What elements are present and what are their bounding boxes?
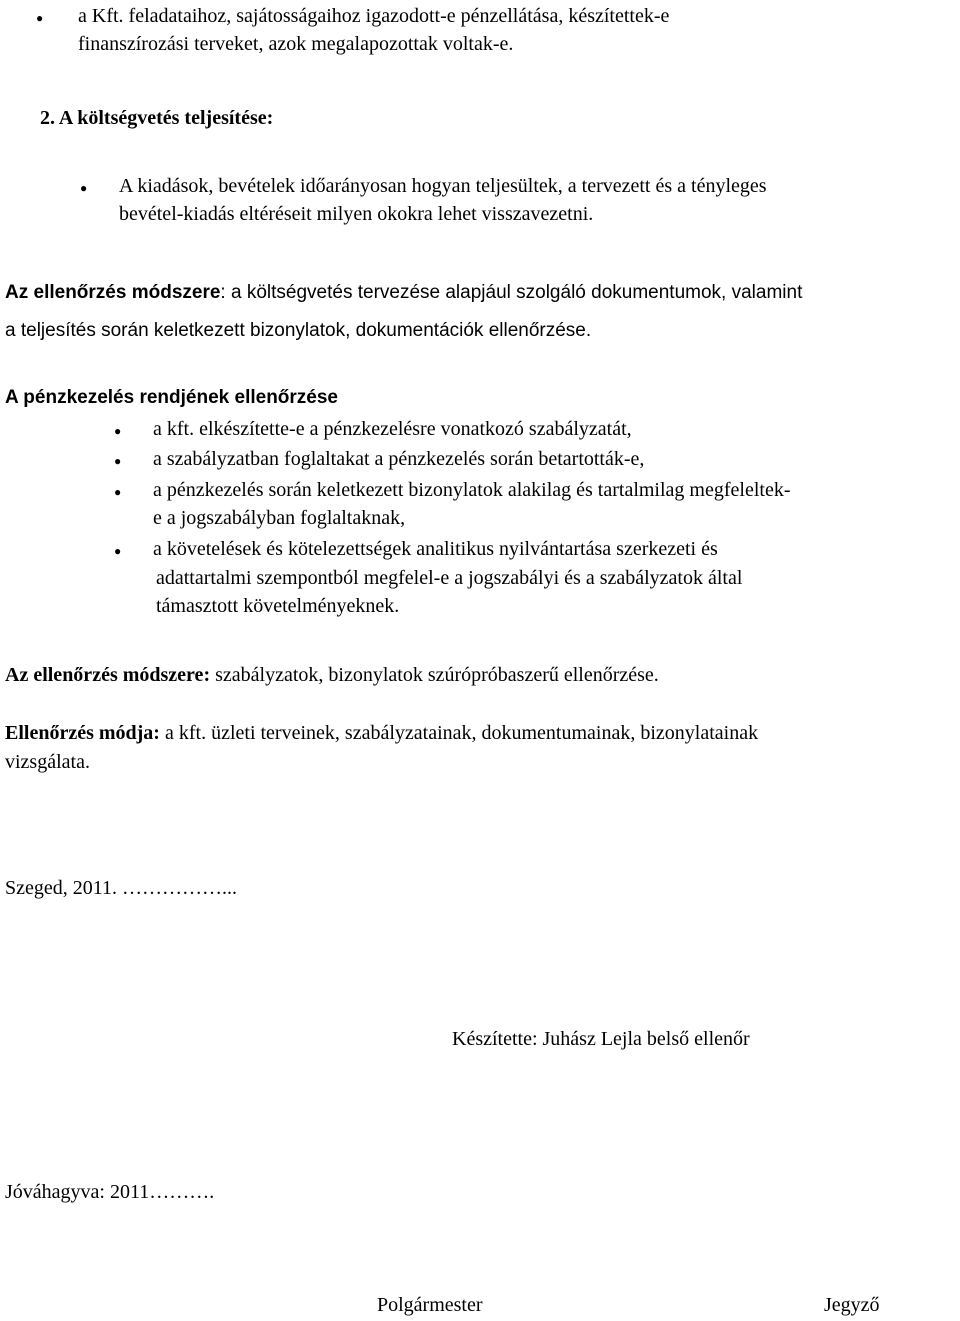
- method-text: szabályzatok, bizonylatok szúrópróbaszerű ellenőrzése.: [215, 664, 659, 686]
- method-paragraph: [5, 661, 659, 689]
- bullet-icon: ●: [114, 485, 122, 499]
- list-item: a kft. elkészítette-e a pénzkezelésre vonatkozó szabályzatát,: [153, 418, 632, 440]
- list-item-line: a Kft. feladataihoz, sajátosságaihoz igazodott-e pénzellátása, készítettek-e: [78, 5, 670, 27]
- list-item: a követelések és kötelezettségek analitikus nyilvántartása szerkezeti és: [153, 538, 718, 560]
- method-label: Az ellenőrzés módszere: [5, 282, 221, 303]
- list-item-line: A kiadások, bevételek időarányosan hogyan teljesültek, a tervezett és a tényleges: [119, 175, 767, 197]
- bullet-icon: ●: [114, 544, 122, 558]
- bullet-icon: ●: [80, 181, 88, 195]
- bullet-icon: ●: [36, 11, 44, 25]
- signature-mayor: Polgármester: [377, 1294, 483, 1316]
- list-item-line: bevétel-kiadás eltéréseit milyen okokra lehet visszavezetni.: [119, 203, 594, 225]
- mode-paragraph: [5, 719, 758, 747]
- approval-date: Jóváhagyva: 2011……….: [5, 1181, 215, 1203]
- bullet-icon: ●: [114, 454, 122, 468]
- list-item-continuation: e a jogszabályban foglaltaknak,: [153, 507, 406, 529]
- prepared-by: Készítette: Juhász Lejla belső ellenőr: [452, 1028, 750, 1050]
- list-item: a pénzkezelés során keletkezett bizonylatok alakilag és tartalmilag megfeleltek-: [153, 479, 791, 501]
- list-item-continuation: adattartalmi szempontból megfelel-e a jogszabályi és a szabályzatok által: [156, 567, 743, 589]
- list-item: a szabályzatban foglaltakat a pénzkezelés során betartották-e,: [153, 448, 645, 470]
- mode-text-line: vizsgálata.: [5, 751, 90, 773]
- method-paragraph: [5, 278, 802, 307]
- list-item-continuation: támasztott követelményeknek.: [156, 595, 400, 617]
- mode-label: Ellenőrzés módja:: [5, 722, 160, 744]
- list-item-line: finanszírozási terveket, azok megalapozottak voltak-e.: [78, 33, 514, 55]
- section-heading: A pénzkezelés rendjének ellenőrzése: [5, 387, 339, 408]
- method-text: : a költségvetés tervezése alapjául szolgáló dokumentumok, valamint: [220, 282, 803, 303]
- method-text-line: a teljesítés során keletkezett bizonylatok, dokumentációk ellenőrzése.: [5, 320, 592, 341]
- section-title: 2. A költségvetés teljesítése:: [40, 107, 274, 129]
- signature-notary: Jegyző: [824, 1294, 880, 1316]
- place-date: Szeged, 2011. ……………...: [5, 877, 238, 899]
- method-label: Az ellenőrzés módszere:: [5, 664, 211, 686]
- bullet-icon: ●: [114, 424, 122, 438]
- mode-text: a kft. üzleti terveinek, szabályzatainak, dokumentumainak, bizonylatainak: [164, 722, 759, 744]
